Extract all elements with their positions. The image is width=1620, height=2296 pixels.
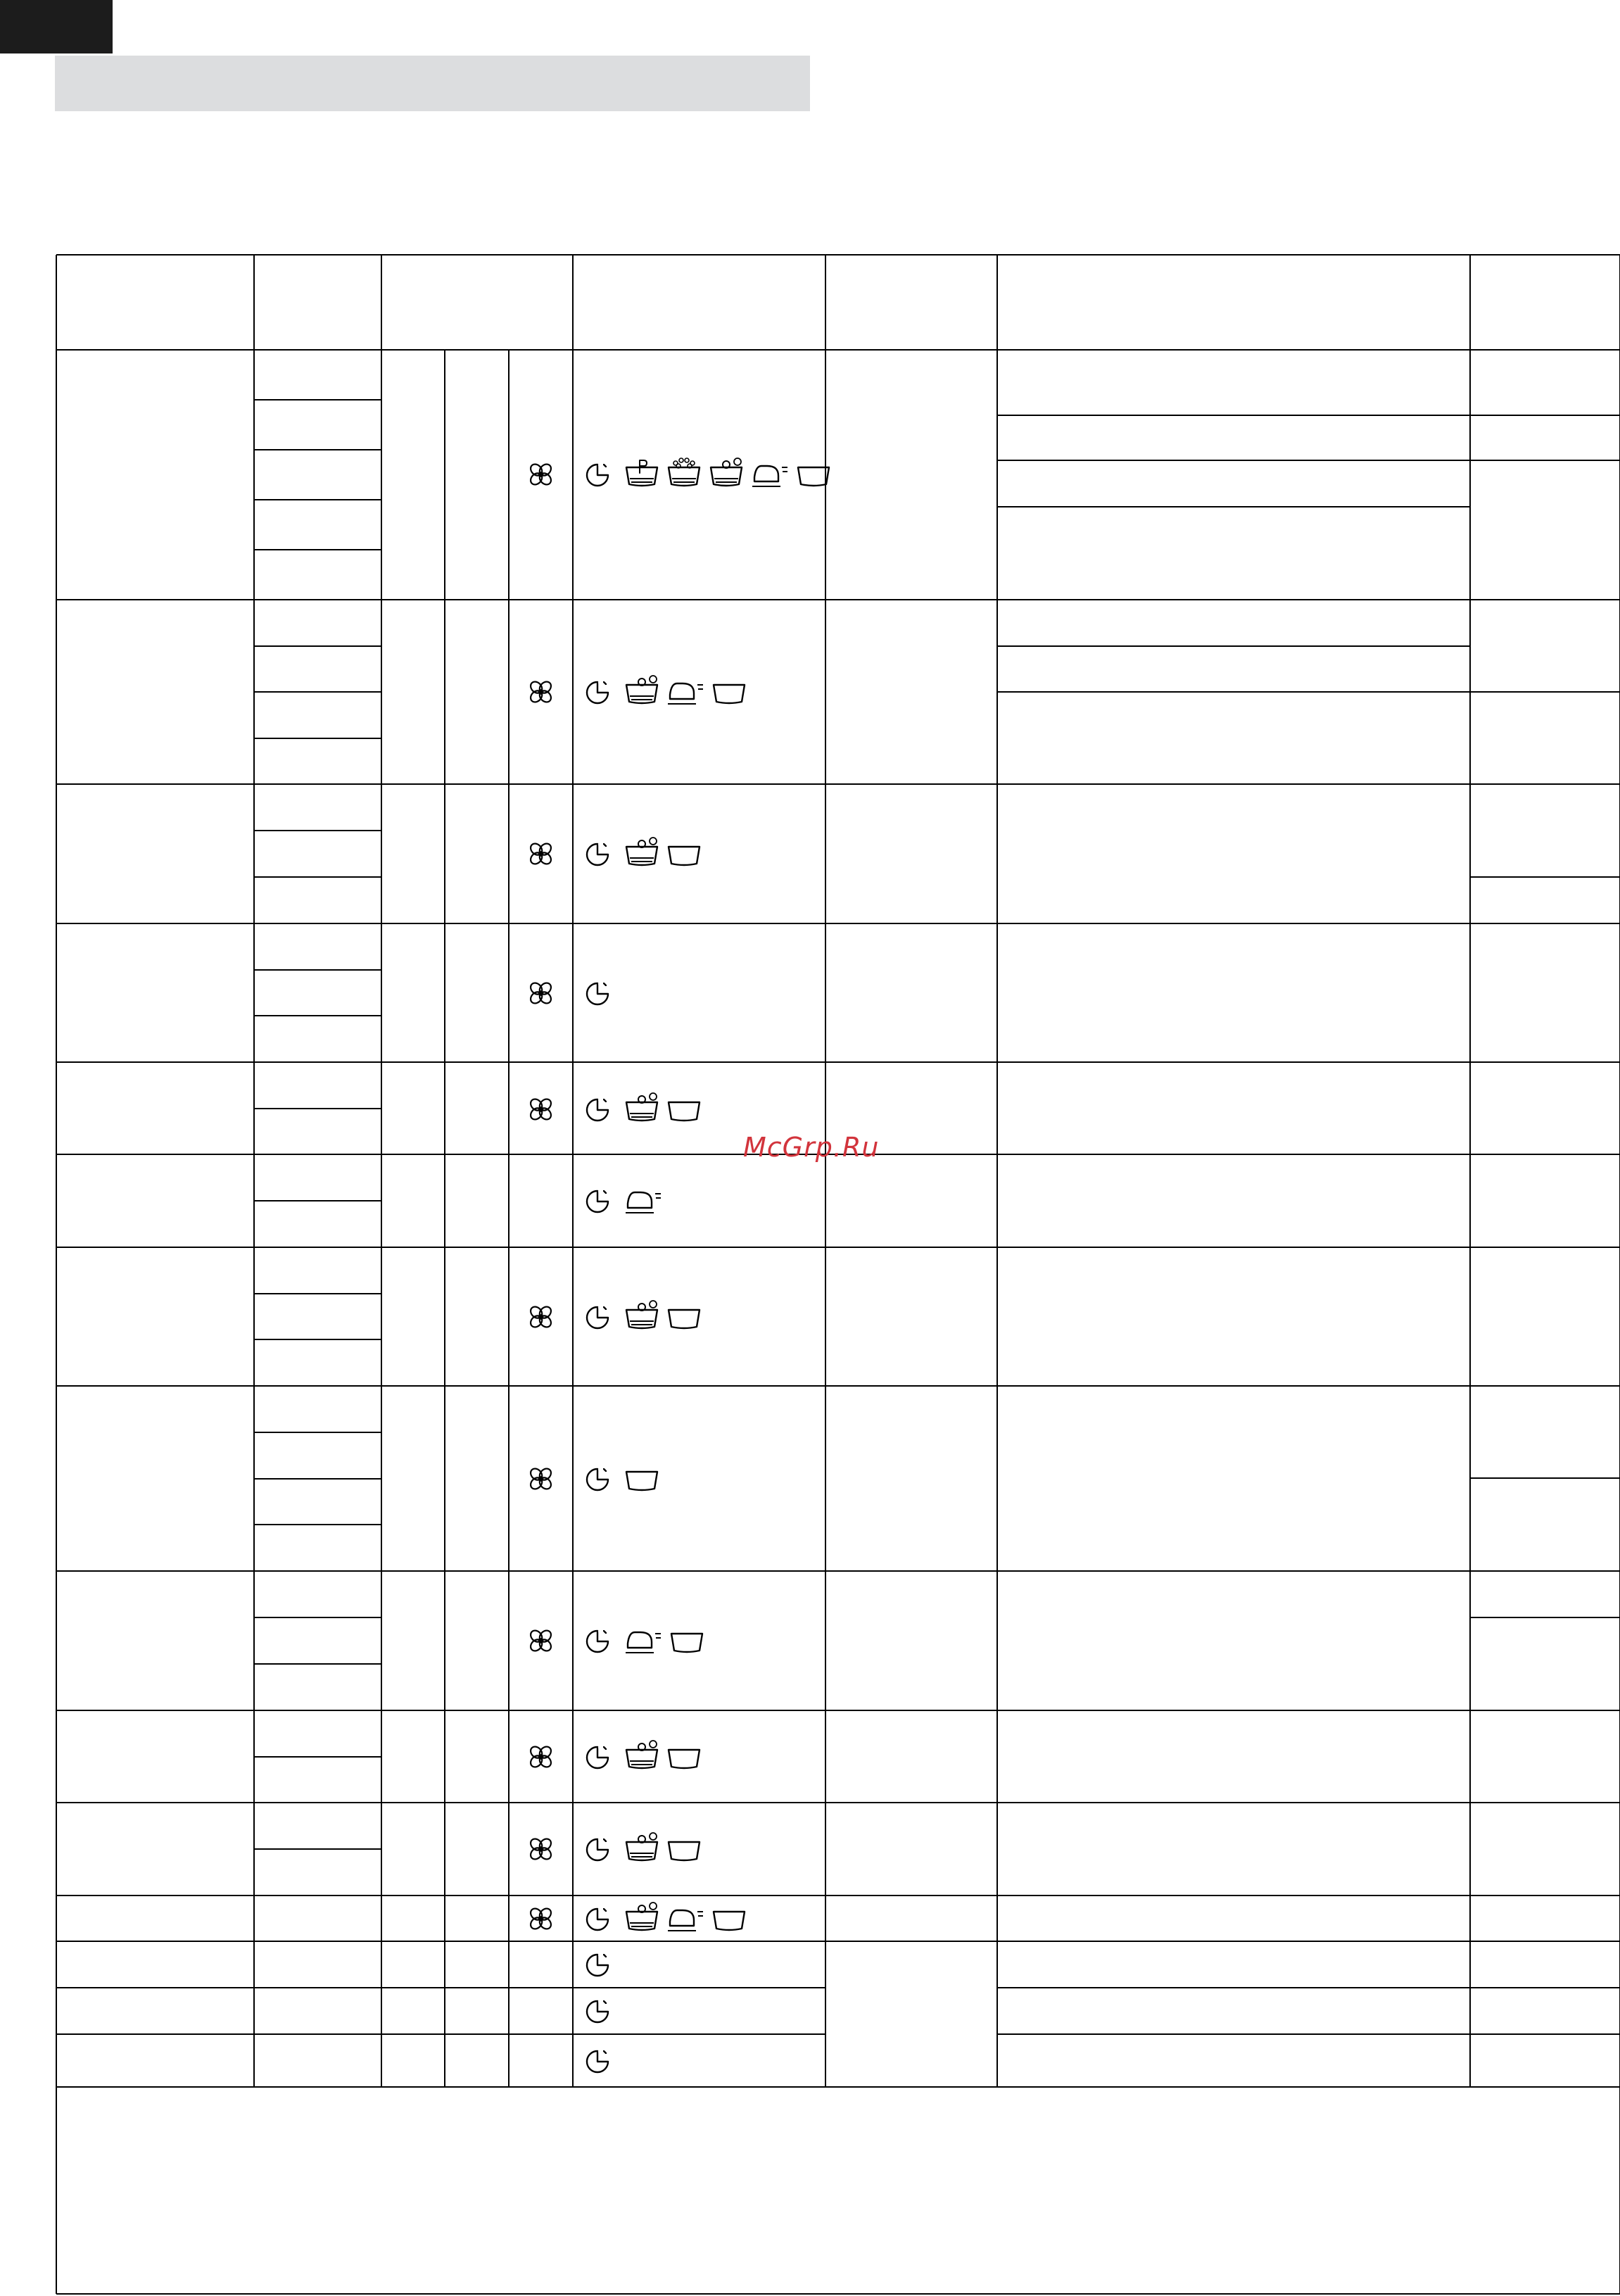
timer-icon xyxy=(587,1839,608,1860)
extra-rinse-tub-icon xyxy=(626,1833,657,1860)
tub-icon xyxy=(669,1102,700,1121)
timer-icon xyxy=(587,1955,608,1976)
timer-icon xyxy=(587,1307,608,1328)
easy-iron-icon xyxy=(669,1910,702,1931)
timer-icon xyxy=(587,2051,608,2072)
easy-iron-icon xyxy=(753,466,787,486)
fan-icon xyxy=(529,462,553,486)
extra-rinse-tub-icon xyxy=(626,1741,657,1768)
fan-icon xyxy=(529,1466,553,1491)
fan-icon xyxy=(529,1744,553,1769)
extra-rinse-tub-icon xyxy=(626,1301,657,1328)
stain-tub-icon xyxy=(669,458,700,486)
timer-icon xyxy=(587,1099,608,1121)
tub-icon xyxy=(626,1472,657,1490)
timer-icon xyxy=(587,844,608,865)
extra-rinse-tub-icon xyxy=(626,1903,657,1930)
timer-icon xyxy=(587,682,608,703)
timer-icon xyxy=(587,465,608,486)
timer-icon xyxy=(587,2001,608,2022)
easy-iron-icon xyxy=(626,1632,660,1653)
extra-rinse-tub-icon xyxy=(626,676,657,703)
fan-icon xyxy=(529,1304,553,1329)
watermark: McGrp.Ru xyxy=(743,1132,880,1163)
tub-icon xyxy=(669,1842,700,1860)
tub-icon xyxy=(669,847,700,865)
extra-rinse-tub-icon xyxy=(626,838,657,865)
easy-iron-icon xyxy=(669,683,702,704)
prewash-tub-icon xyxy=(626,460,657,486)
fan-icon xyxy=(529,679,553,704)
tub-icon xyxy=(714,685,745,703)
fan-icon xyxy=(529,1097,553,1121)
timer-icon xyxy=(587,1747,608,1768)
timer-icon xyxy=(587,1191,608,1212)
tub-icon xyxy=(714,1912,745,1930)
fan-icon xyxy=(529,841,553,866)
extra-rinse-tub-icon xyxy=(626,1093,657,1121)
fan-icon xyxy=(529,1906,553,1931)
timer-icon xyxy=(587,1909,608,1930)
fan-icon xyxy=(529,1628,553,1653)
easy-iron-icon xyxy=(626,1192,660,1213)
timer-icon xyxy=(587,1631,608,1652)
tub-icon xyxy=(669,1310,700,1328)
timer-icon xyxy=(587,983,608,1004)
fan-icon xyxy=(529,1836,553,1861)
timer-icon xyxy=(587,1469,608,1490)
tub-icon xyxy=(669,1750,700,1768)
tub-icon xyxy=(671,1634,702,1652)
extra-rinse-tub-icon xyxy=(711,458,742,486)
fan-icon xyxy=(529,980,553,1005)
tub-icon xyxy=(798,467,829,486)
